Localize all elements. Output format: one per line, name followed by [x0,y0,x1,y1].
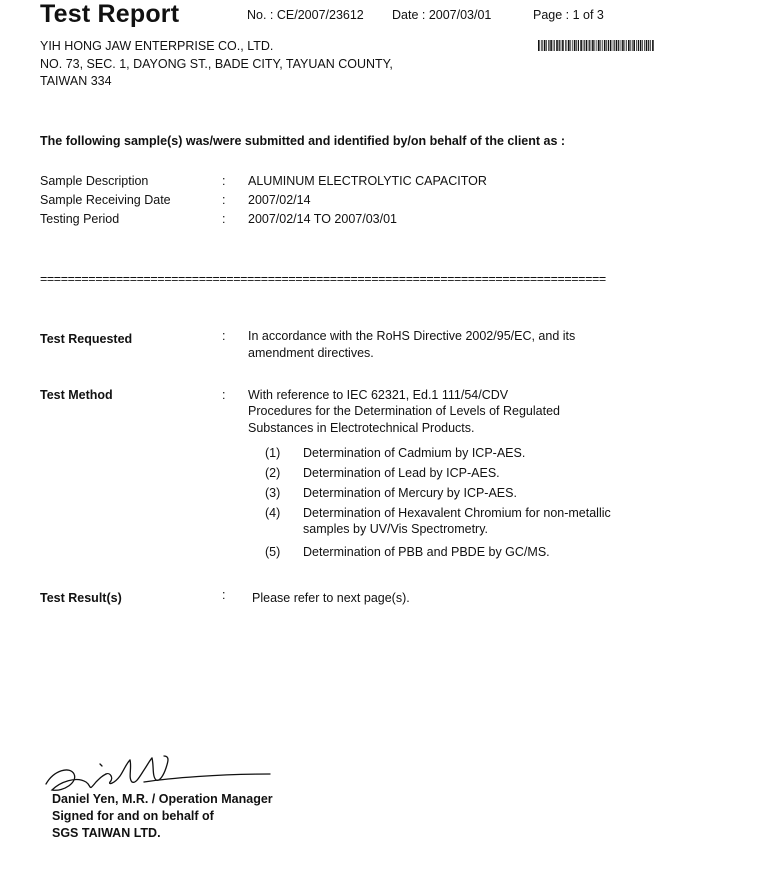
signatory-name: Daniel Yen, M.R. / Operation Manager [52,792,273,806]
report-number: No. : CE/2007/23612 [247,8,364,22]
test-method-line1: With reference to IEC 62321, Ed.1 111/54/CDV [248,388,509,402]
list-item-number: (4) [265,506,281,520]
client-address-line2: TAIWAN 334 [40,74,112,88]
report-title: Test Report [40,0,180,28]
receiving-date-value: 2007/02/14 [248,193,311,207]
intro-statement: The following sample(s) was/were submitted and identified by/on behalf of the client as : [40,134,566,148]
list-item-number: (1) [265,446,281,460]
test-requested-label: Test Requested [40,332,133,346]
list-item: Determination of PBB and PBDE by GC/MS. [303,545,550,559]
test-method-line3: Substances in Electrotechnical Products. [248,421,475,435]
list-item: Determination of Cadmium by ICP-AES. [303,446,526,460]
barcode-icon [538,40,654,51]
report-date: Date : 2007/03/01 [392,8,492,22]
colon: : [222,212,226,226]
test-result-label: Test Result(s) [40,591,122,605]
list-item-number: (3) [265,486,281,500]
list-item: Determination of Mercury by ICP-AES. [303,486,517,500]
separator-rule: ================================================================================== [40,272,606,286]
client-name: YIH HONG JAW ENTERPRISE CO., LTD. [40,39,274,53]
colon: : [222,193,226,207]
list-item: Determination of Hexavalent Chromium for non-metallic [303,506,611,520]
signed-for-line: Signed for and on behalf of [52,809,214,823]
list-item-number: (2) [265,466,281,480]
colon: : [222,329,226,343]
sample-description-label: Sample Description [40,174,149,188]
colon: : [222,588,226,602]
client-address-line1: NO. 73, SEC. 1, DAYONG ST., BADE CITY, TAYUAN COUNTY, [40,57,393,71]
colon: : [222,388,226,402]
testing-period-label: Testing Period [40,212,120,226]
list-item-number: (5) [265,545,281,559]
list-item-continuation: samples by UV/Vis Spectrometry. [303,522,489,536]
testing-period-value: 2007/02/14 TO 2007/03/01 [248,212,397,226]
test-requested-line1: In accordance with the RoHS Directive 2002/95/EC, and its [248,329,576,343]
test-method-label: Test Method [40,388,113,402]
page-indicator: Page : 1 of 3 [533,8,604,22]
list-item: Determination of Lead by ICP-AES. [303,466,500,480]
test-requested-line2: amendment directives. [248,346,374,360]
test-result-value: Please refer to next page(s). [252,591,410,605]
receiving-date-label: Sample Receiving Date [40,193,171,207]
sample-description-value: ALUMINUM ELECTROLYTIC CAPACITOR [248,174,487,188]
colon: : [222,174,226,188]
company-name: SGS TAIWAN LTD. [52,826,161,840]
test-method-line2: Procedures for the Determination of Levels of Regulated [248,404,560,418]
